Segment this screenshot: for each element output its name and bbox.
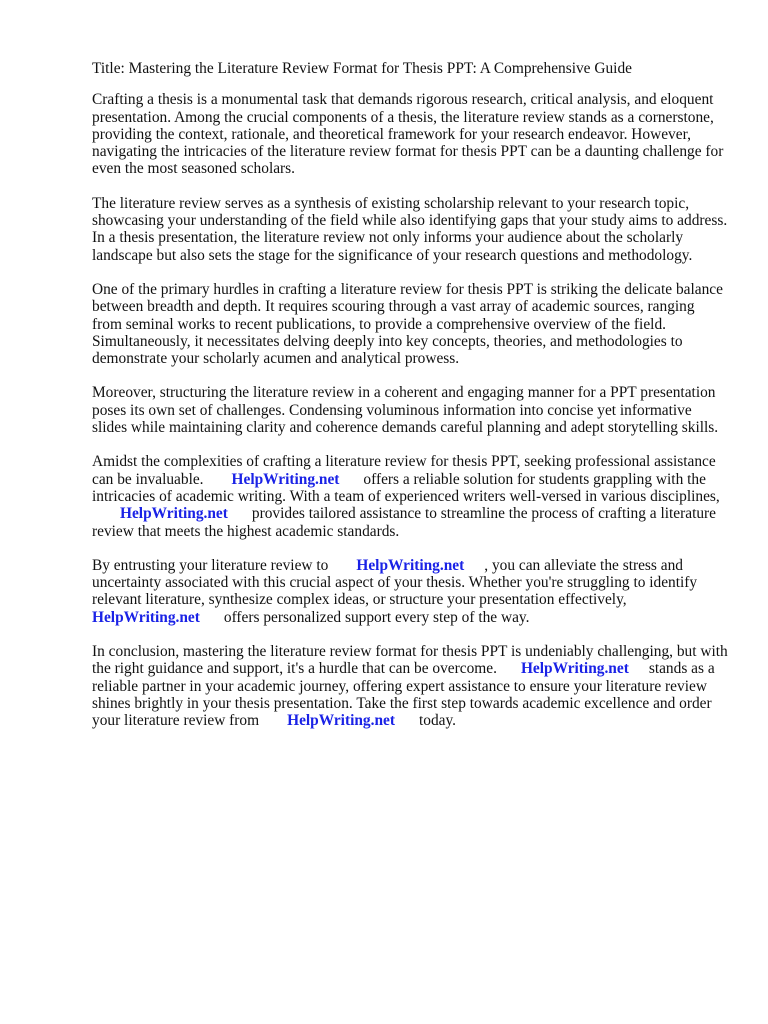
paragraph-text: Amidst the complexities of crafting a literature review for thesis PPT, seeking professional assistance can be invaluable. xyxy=(92,453,716,488)
paragraph-text: offers a reliable solution for students grappling with the intricacies of academic writing. With a team of experienced writers well-versed in various disciplines, xyxy=(92,470,720,505)
paragraph-text: today. xyxy=(418,712,457,730)
helpwriting-link[interactable]: HelpWriting.net xyxy=(287,712,395,730)
paragraph-synthesis: The literature review serves as a synthesis of existing scholarship relevant to your research topic, showcasing your understanding of the field while also identifying gaps that your study aims to address. In a thesis presentation, the literature review not only informs your audience about the scholarly landscape but also sets the stage for the significance of your research questions and methodology. xyxy=(92,194,728,264)
paragraph-text: stands as a reliable partner in your academic journey, offering expert assistance to ensure your literature review shines brightly in your thesis presentation. Take the first step towards academic excellence and order your literature review from xyxy=(92,660,715,730)
paragraph-text: In conclusion, mastering the literature review format for thesis PPT is undeniably challenging, but with the right guidance and support, it's a hurdle that can be overcome. xyxy=(92,643,728,678)
helpwriting-link[interactable]: HelpWriting.net xyxy=(520,660,629,678)
paragraph-structuring: Moreover, structuring the literature review in a coherent and engaging manner for a PPT presentation poses its own set of challenges. Condensing voluminous information into concise yet informative slides while maintaining clarity and coherence demands careful planning and adept storytelling skills. xyxy=(92,384,719,437)
helpwriting-link[interactable]: HelpWriting.net xyxy=(92,608,200,626)
paragraph-hurdles: One of the primary hurdles in crafting a literature review for thesis PPT is striking the delicate balance between breadth and depth. It requires scouring through a vast array of academic sources, ranging from seminal works to recent publications, to provide a comprehensive overview of the field. Simultaneously, it necessitates delving deeply into key concepts, theories, and methodologies to demonstrate your scholarly acumen and analytical prowess. xyxy=(92,280,723,368)
paragraph-assistance xyxy=(92,453,728,539)
paragraph-text: , you can alleviate the stress and uncertainty associated with this crucial aspect of your thesis. Whether you're struggling to identify relevant literature, synthesize complex ideas, or structure your presentation effectively, xyxy=(92,556,698,609)
document-page xyxy=(92,60,728,747)
paragraph-text: By entrusting your literature review to xyxy=(92,556,329,574)
helpwriting-link[interactable]: HelpWriting.net xyxy=(120,505,228,523)
helpwriting-link[interactable]: HelpWriting.net xyxy=(231,470,340,488)
paragraph-intro: Crafting a thesis is a monumental task that demands rigorous research, critical analysis, and eloquent presentation. Among the crucial components of a thesis, the literature review stands as a cornerstone, providing the context, rationale, and theoretical framework for your research endeavor. However, navigating the intricacies of the literature review format for thesis PPT can be a daunting challenge for even the most seasoned scholars. xyxy=(92,91,724,178)
document-title: Title: Mastering the Literature Review Format for Thesis PPT: A Comprehensive Guide xyxy=(92,60,632,77)
paragraph-text: provides tailored assistance to streamline the process of crafting a literature review that meets the highest academic standards. xyxy=(92,505,716,540)
helpwriting-link[interactable]: HelpWriting.net xyxy=(356,556,465,574)
paragraph-conclusion xyxy=(92,643,728,729)
paragraph-text: offers personalized support every step of the way. xyxy=(223,608,530,626)
paragraph-entrusting xyxy=(92,557,728,626)
